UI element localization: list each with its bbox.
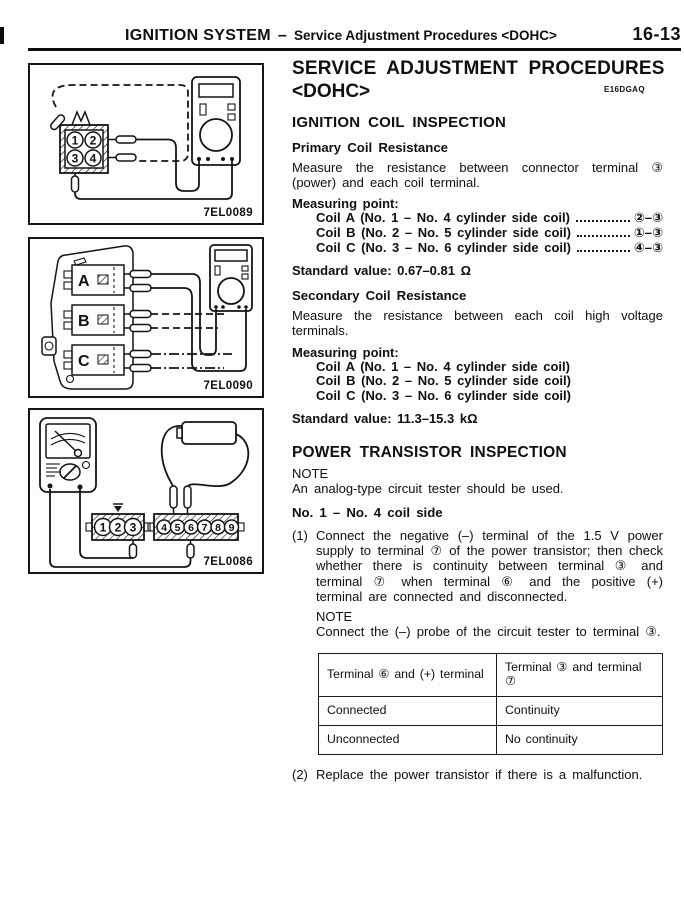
subheading-coil-side: No. 1 – No. 4 coil side: [292, 504, 443, 520]
table-row: [319, 725, 663, 754]
coil-label: A: [78, 273, 90, 290]
primary-measuring-points: [292, 196, 663, 255]
mp-value: ④–③: [633, 239, 663, 255]
supply-probe-1: [170, 486, 177, 508]
coil-a: [64, 265, 151, 295]
battery: [177, 422, 236, 444]
step-body: Replace the power transistor if there is a malfunction.: [316, 766, 643, 782]
figure-code: 7EL0086: [203, 556, 253, 568]
mp-value: ①–③: [633, 225, 663, 240]
section-heading-ignition-coil: IGNITION COIL INSPECTION: [292, 114, 507, 131]
dot-leader: [577, 250, 630, 252]
dot-leader: [577, 235, 630, 237]
tester-probe-connector-b: [187, 544, 194, 558]
note-label: NOTE: [292, 466, 329, 482]
figure-primary-coil-test: [28, 63, 264, 225]
continuity-table: [318, 653, 663, 755]
page-header: [28, 24, 681, 45]
section-heading-power-transistor: POWER TRANSISTOR INSPECTION: [292, 444, 567, 462]
content-column: [292, 58, 663, 782]
meter-lead-wire: [136, 140, 199, 192]
primary-coil-diagram: [30, 65, 262, 222]
figure-code: 7EL0090: [203, 380, 253, 392]
table-header-cell: Terminal ⑥ and (+) terminal: [319, 653, 497, 696]
primary-coil-body: Measure the resistance between connector terminal ③ (power) and each coil terminal.: [292, 160, 663, 191]
analog-circuit-tester: [40, 418, 96, 492]
figure-secondary-coil-test: [28, 237, 264, 398]
terminal-number: 6: [188, 521, 194, 534]
spark-symbol: [72, 112, 90, 125]
header-subtitle: Service Adjustment Procedures <DOHC>: [294, 28, 557, 43]
secondary-coil-diagram: [30, 239, 262, 396]
table-cell: Continuity: [497, 696, 663, 725]
header-rule: [28, 48, 681, 51]
dot-leader: [576, 220, 630, 222]
probe-terminal-3: [72, 176, 79, 192]
subheading-primary-coil: Primary Coil Resistance: [292, 140, 448, 155]
page-number: 16-13: [632, 24, 681, 44]
step-number: (2): [292, 766, 308, 782]
measuring-point-row: [292, 211, 663, 226]
note-label: NOTE: [316, 608, 353, 624]
meter-dial: [200, 119, 232, 151]
table-cell: No continuity: [497, 725, 663, 754]
step-number: (1): [292, 527, 308, 543]
mp-value: ②–③: [633, 210, 663, 226]
meter-display: [215, 250, 247, 261]
terminal-number: 1: [99, 520, 107, 535]
position-mark: [113, 504, 123, 512]
table-header-row: [319, 653, 663, 696]
secondary-coil-body: Measure the resistance between each coil high voltage terminals.: [292, 308, 663, 339]
measuring-point-row: [292, 226, 663, 241]
measuring-point-row: Coil C (No. 3 – No. 6 cylinder side coil): [316, 387, 571, 403]
terminal-number: 9: [228, 521, 235, 534]
section-code: E16DGAQ: [603, 85, 645, 94]
probe-terminal-4: [116, 154, 136, 161]
connector-4-9: [148, 514, 244, 540]
coil-label: B: [78, 313, 90, 330]
mp-label: Coil A (No. 1 – No. 4 cylinder side coil): [316, 210, 570, 226]
terminal-number: 5: [174, 521, 181, 534]
header-section-title: [125, 27, 271, 45]
step-body: Connect the negative (–) terminal of the 1.5 V power supply to terminal ⑦ of the power transistor; then check whether there is continuity between terminal ③ and terminal ⑦ when terminal ⑥ and the positive (+) terminal are connected and disconnected.: [316, 527, 663, 605]
terminal-number: 2: [89, 133, 97, 148]
coil-connector: [60, 112, 108, 173]
terminal-number: 2: [114, 520, 122, 535]
supply-probe-2: [184, 486, 191, 508]
secondary-measuring-points: [292, 345, 663, 404]
table-header-cell: Terminal ③ and terminal ⑦: [497, 653, 663, 696]
measuring-point-row: [292, 241, 663, 256]
meter-dial: [218, 278, 244, 304]
terminal-number: 4: [89, 151, 97, 166]
primary-standard-value: Standard value: 0.67–0.81 Ω: [292, 263, 472, 279]
note-body: Connect the (–) probe of the circuit tester to terminal ③.: [316, 623, 661, 639]
tester-probe-terminal-3: [130, 544, 137, 558]
terminal-number: 7: [201, 521, 208, 534]
subheading-secondary-coil: Secondary Coil Resistance: [292, 288, 467, 304]
measuring-point-label: Measuring point:: [292, 344, 399, 360]
main-title-line1: SERVICE ADJUSTMENT PROCEDURES: [292, 58, 665, 79]
table-row: [319, 696, 663, 725]
meter-scale-window: [46, 424, 90, 458]
measuring-point-row: Coil B (No. 2 – No. 5 cylinder side coil): [316, 373, 571, 389]
step-1: [292, 528, 663, 605]
figure-power-transistor-test: [28, 408, 264, 574]
digital-multimeter: [192, 77, 240, 165]
coil-b: [64, 305, 151, 335]
terminal-number: 3: [129, 520, 137, 535]
mp-label: Coil C (No. 3 – No. 6 cylinder side coil): [316, 239, 571, 255]
step-2: [292, 767, 663, 782]
coil-label: C: [78, 353, 90, 370]
mp-label: Coil B (No. 2 – No. 5 cylinder side coil): [316, 225, 571, 240]
figure-code: 7EL0089: [203, 207, 253, 219]
measuring-point-label: Measuring point:: [292, 196, 399, 212]
secondary-standard-value: Standard value: 11.3–15.3 kΩ: [292, 411, 478, 427]
measuring-point-row: Coil A (No. 1 – No. 4 cylinder side coil): [316, 358, 570, 374]
note-body: An analog-type circuit tester should be used.: [292, 481, 564, 497]
bracket-connector: [42, 337, 56, 355]
terminal-number: 3: [71, 151, 79, 166]
connector-1-2-3: [86, 514, 150, 540]
header-section-text: IGNITION SYSTEM: [125, 27, 271, 44]
main-title-line2: <DOHC>: [292, 81, 371, 102]
terminal-number: 4: [161, 521, 167, 534]
terminal-number: 1: [71, 133, 79, 148]
power-transistor-diagram: [30, 410, 262, 572]
table-cell: Unconnected: [319, 725, 497, 754]
digital-multimeter: [210, 245, 252, 311]
terminal-number: 8: [215, 521, 221, 534]
meter-display: [199, 84, 233, 97]
scan-artifact: [0, 27, 4, 44]
table-cell: Connected: [319, 696, 497, 725]
probe-terminal-2: [116, 136, 136, 143]
header-separator: –: [277, 27, 288, 44]
coil-c: [64, 345, 151, 375]
